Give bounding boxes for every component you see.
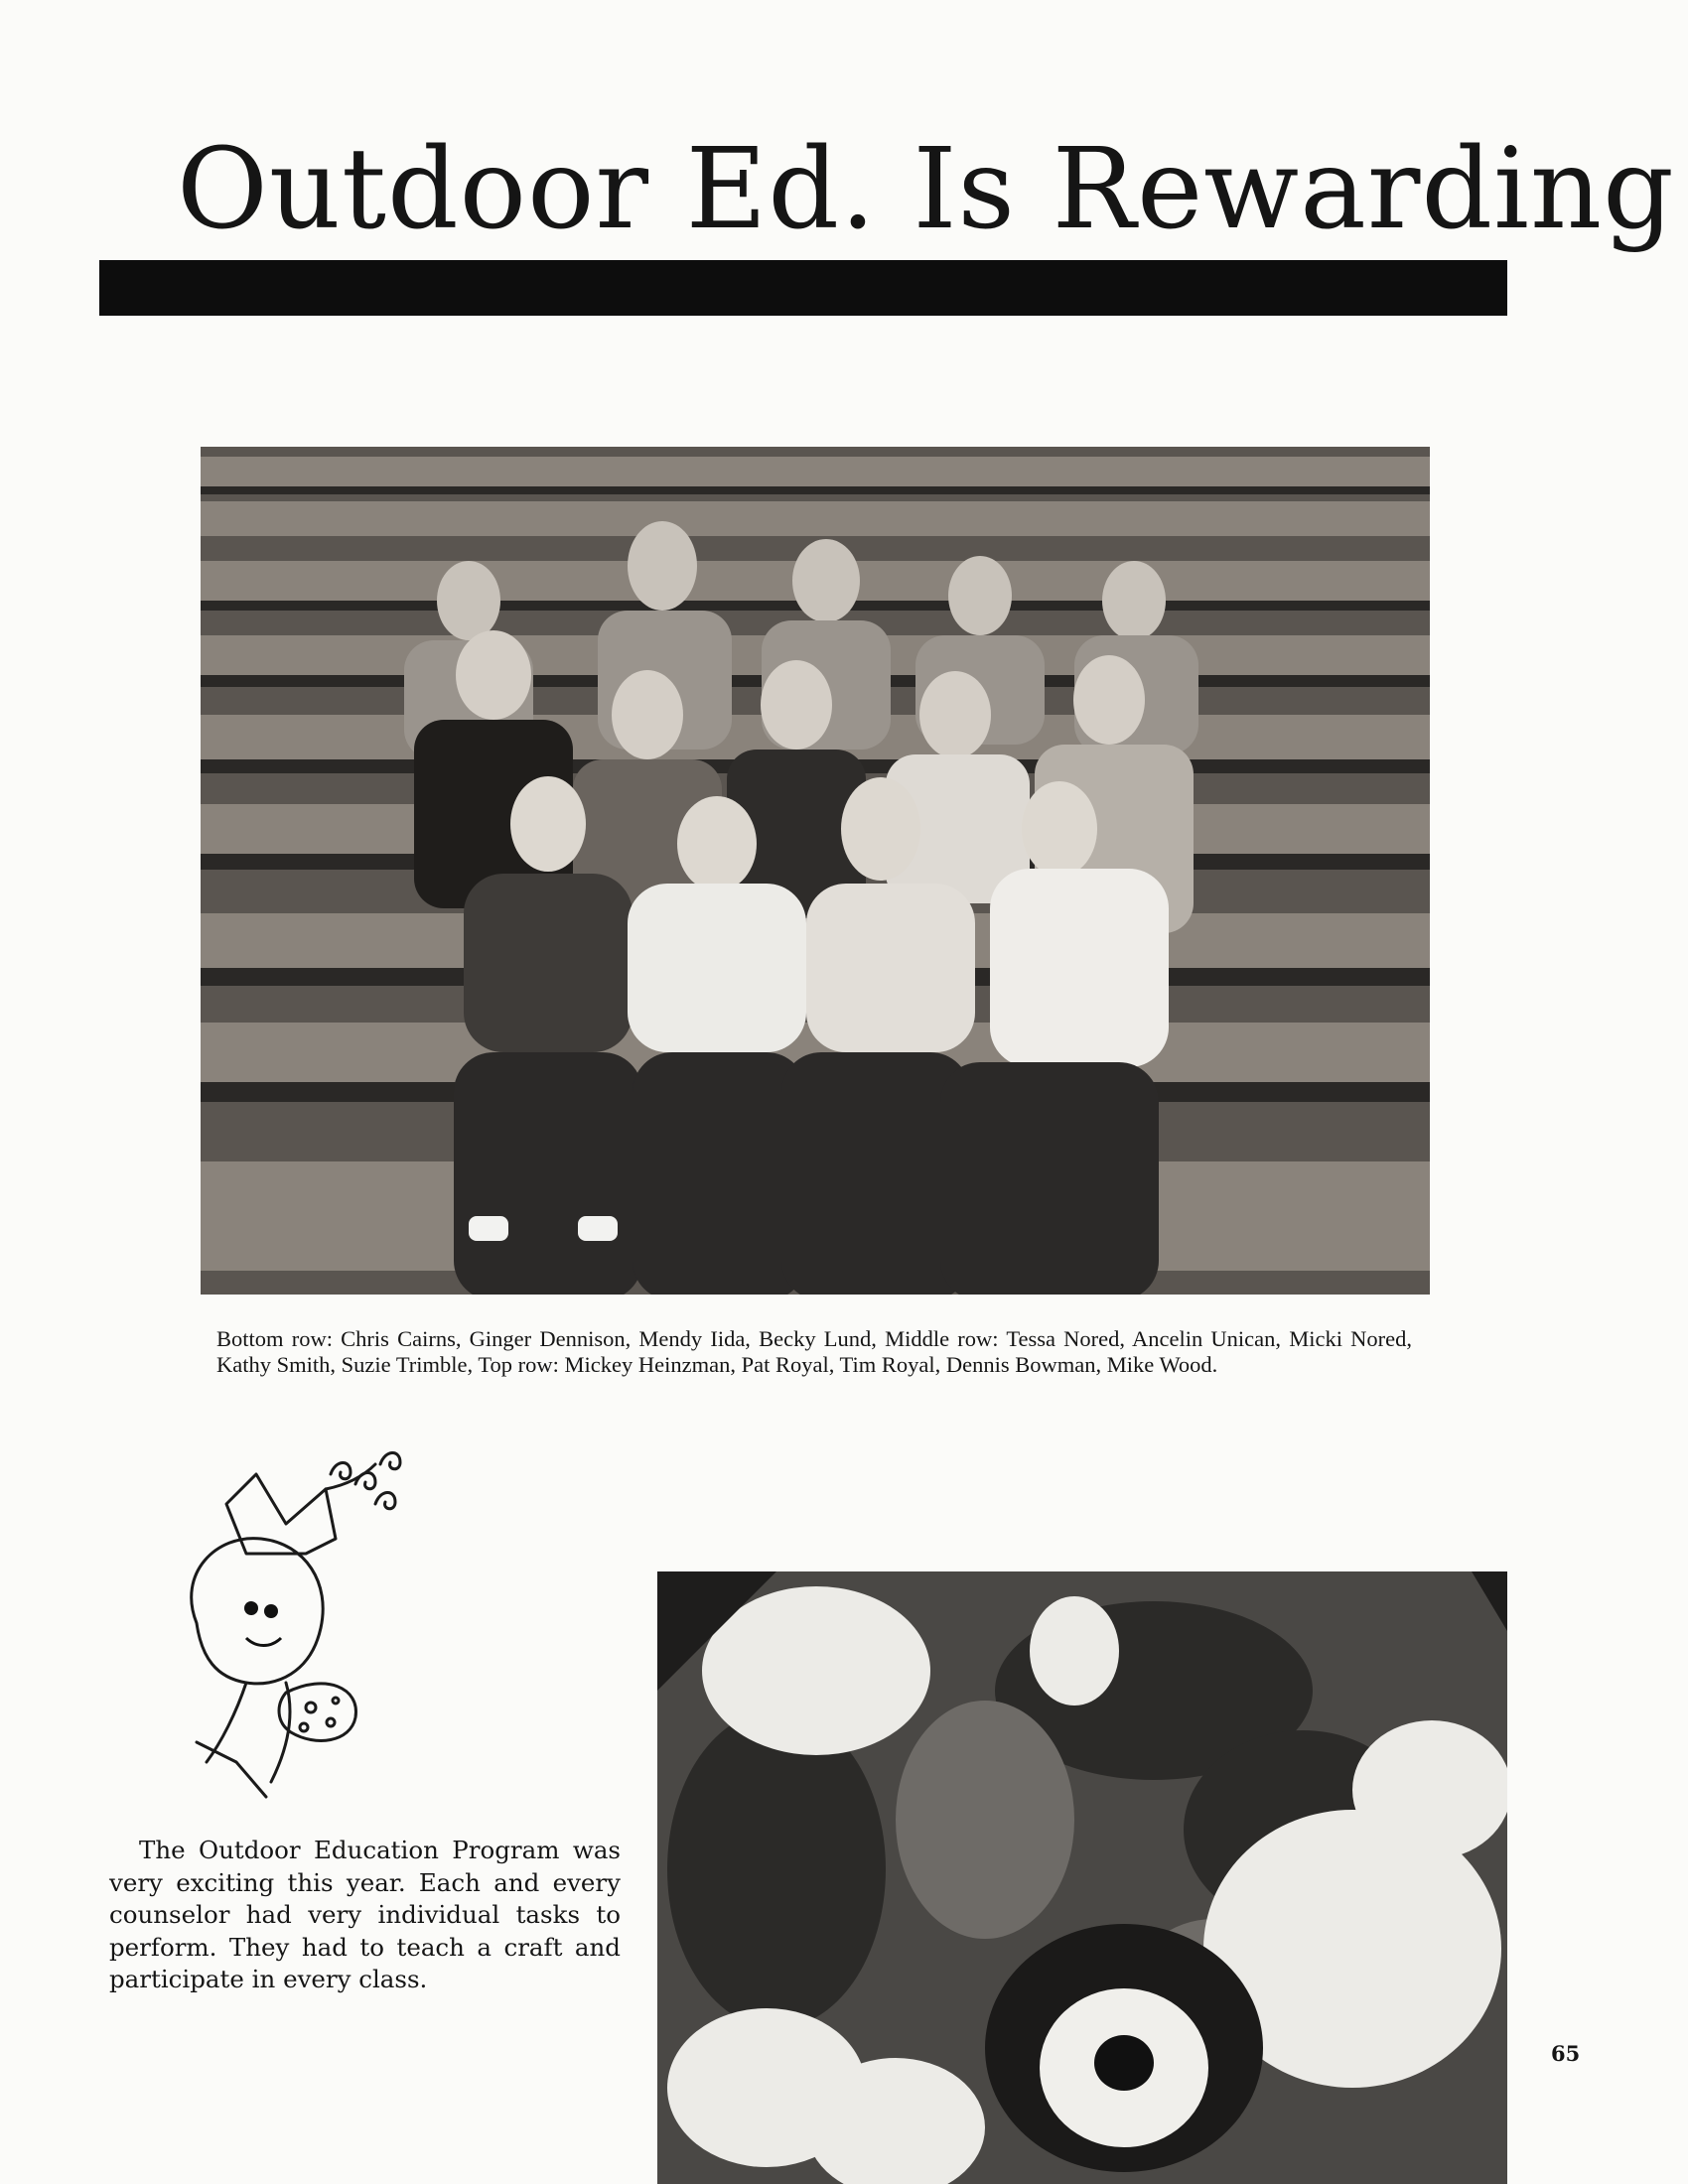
page-number: 65: [1551, 2041, 1581, 2066]
page-title: Outdoor Ed. Is Rewarding: [177, 125, 1675, 254]
group-photo-icon: [201, 447, 1430, 1295]
group-photo: [201, 447, 1430, 1295]
pansy-flowers-icon: [657, 1571, 1507, 2184]
title-rule: [99, 260, 1507, 316]
cartoon-mascot-icon: [177, 1444, 435, 1812]
photo-caption: Bottom row: Chris Cairns, Ginger Dennison, Mendy Iida, Becky Lund, Middle row: Tessa Nored, Ancelin Unican, Micki Nored, Kathy Smith, Suzie Trimble, Top row: Mickey Heinzman, Pat Royal, Tim Royal, Dennis Bowman, Mike Wood.: [216, 1326, 1412, 1377]
body-paragraph: The Outdoor Education Program was very exciting this year. Each and every counselor had very individual tasks to perform. They had to teach a craft and participate in every class.: [109, 1836, 621, 1993]
flower-photo: [657, 1571, 1507, 2184]
